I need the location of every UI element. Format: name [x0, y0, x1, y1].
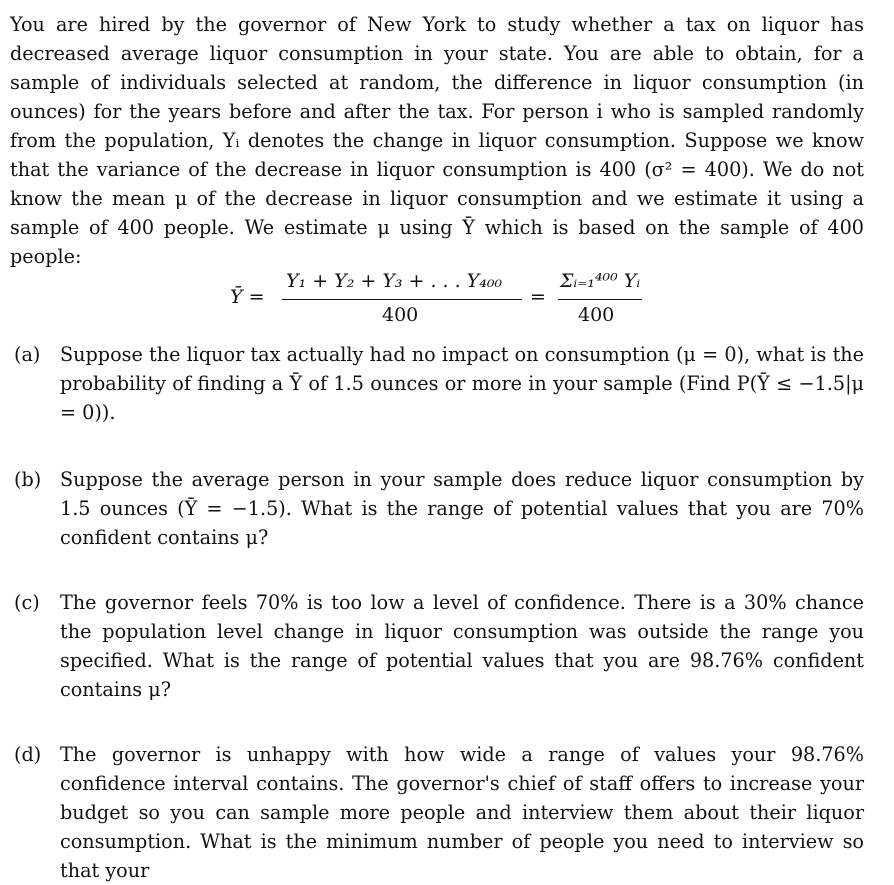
question-a: [14, 340, 864, 427]
sample-mean-equation: [230, 268, 650, 332]
question-text: The governor is unhappy with how wide a range of values your 98.76% confidence interval contains. The governor's chief of staff offers to increase your budget so you can sample more people and interview them about their liquor consumption. What is the minimum number of people you need to interview so that your: [60, 743, 864, 882]
equation-fraction-bar-1: [282, 299, 522, 300]
equation-denominator-1: 400: [382, 304, 419, 326]
equation-denominator-2: 400: [578, 304, 615, 326]
question-label: (a): [14, 343, 41, 366]
question-c: [14, 588, 864, 704]
question-text: Suppose the liquor tax actually had no impact on consumption (μ = 0), what is the probability of finding a Ȳ of 1.5 ounces or more in your sample (Find P(Ȳ ≤ −1.5|μ = 0)).: [60, 343, 864, 424]
question-text: The governor feels 70% is too low a level of confidence. There is a 30% chance the population level change in liquor consumption was outside the range you specified. What is the range of potential values that you are 98.76% confident contains μ?: [60, 591, 864, 701]
intro-paragraph: You are hired by the governor of New York to study whether a tax on liquor has decreased average liquor consumption in your state. You are able to obtain, for a sample of individuals selected at random, the difference in liquor consumption (in ounces) for the years before and after the tax. For person i who is sampled randomly from the population, Yᵢ denotes the change in liquor consumption. Suppose we know that the variance of the decrease in liquor consumption is 400 (σ² = 400). We do not know the mean μ of the decrease in liquor consumption and we estimate it using a sample of 400 people. We estimate μ using Ȳ which is based on the sample of 400 people:: [10, 13, 864, 268]
equation-numerator-sigma: Σᵢ₌₁⁴⁰⁰ Yᵢ: [560, 270, 641, 292]
question-d: [14, 740, 864, 885]
question-label: (c): [14, 591, 40, 614]
equation-equals: =: [530, 286, 546, 308]
question-label: (d): [14, 743, 42, 766]
equation-lhs: Ȳ =: [230, 286, 265, 308]
question-b: [14, 465, 864, 552]
equation-fraction-bar-2: [558, 299, 642, 300]
equation-numerator-sum: Y₁ + Y₂ + Y₃ + . . . Y₄₀₀: [286, 270, 503, 292]
question-label: (b): [14, 468, 42, 491]
question-text: Suppose the average person in your sample does reduce liquor consumption by 1.5 ounces (Ȳ = −1.5). What is the range of potential values that you are 70% confident contains μ?: [60, 468, 864, 549]
